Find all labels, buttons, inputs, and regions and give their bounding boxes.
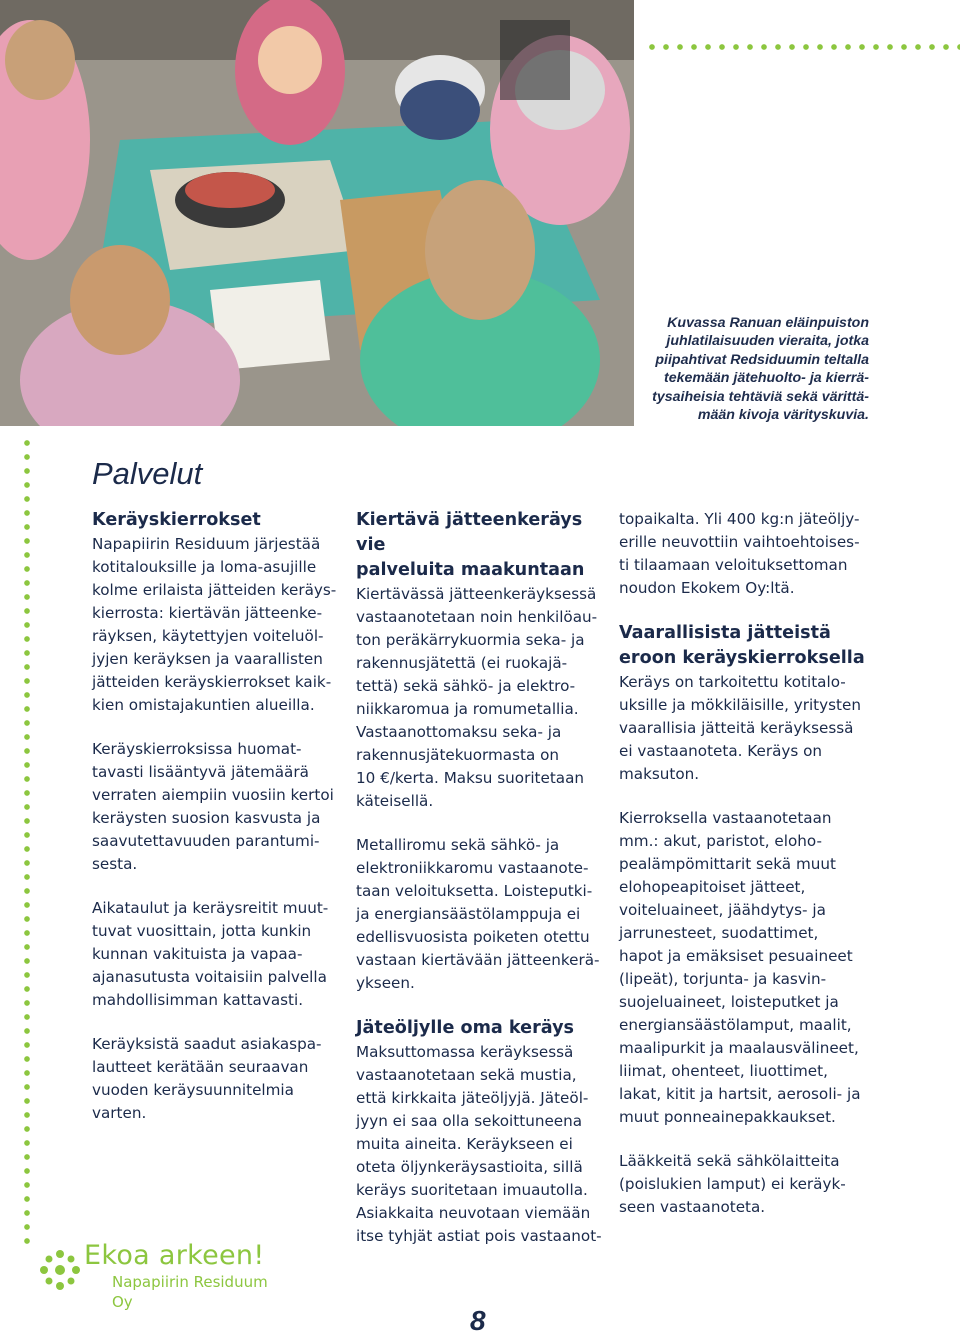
text-line: keräysten suosion kasvusta ja [92,809,321,827]
text-line: että kirkkaita jäteöljyjä. Jäteöl- [356,1089,589,1107]
text-line: Napapiirin Residuum järjestää [92,535,321,553]
text-line: ja energiansäästölamppuja ei [356,905,581,923]
text-line: (poislukien lamput) ei keräyk- [619,1175,846,1193]
text-line: lautteet kerätään seuraavan [92,1058,309,1076]
text-line: jyjen keräyksen ja vaarallisten [92,650,323,668]
text-line: vastaanotetaan noin henkilöau- [356,608,598,626]
text-line: ykseen. [356,974,415,992]
text-line: Lääkkeitä sekä sähkölaitteita [619,1152,840,1170]
text-line: käteisellä. [356,792,434,810]
text-line: tettä) sekä sähkö- ja elektro- [356,677,576,695]
caption-line: tysaiheisia tehtäviä sekä värittä- [652,388,869,405]
text-line: energiansäästölamput, maalit, [619,1016,852,1034]
text-line: suojeluaineet, loisteputket ja [619,993,839,1011]
top-dotted-rule [645,42,960,52]
text-line: hapot ja emäksiset pesuaineet [619,947,853,965]
text-line: Vastaanottomaksu seka- ja [356,723,562,741]
section-heading-mobile-collection [356,508,606,583]
text-line: mahdollisimman kattavasti. [92,991,304,1009]
text-line: rakennusjätettä (ei ruokajä- [356,654,568,672]
text-line: kierrosta: kiertävän jätteenke- [92,604,323,622]
heading-line: Kiertävä jätteenkeräys vie [356,510,583,555]
text-line: oteta öljynkeräysastioita, sillä [356,1158,583,1176]
text-line: tuvat vuosittain, jotta kunkin [92,922,312,940]
event-photo [0,0,634,426]
text-line: (lipeät), torjunta- ja kasvin- [619,970,827,988]
text-line: itse tyhjät astiat pois vastaanot- [356,1227,602,1245]
caption-line: juhlatilaisuuden vieraita, jotka [666,333,869,350]
text-line: seen vastaanoteta. [619,1198,766,1216]
text-line: voiteluaineet, jäähdytys- ja [619,901,826,919]
text-line: Keräyksistä saadut asiakaspa- [92,1035,322,1053]
text-line: varten. [92,1104,147,1122]
caption-line: piipahtivat Redsiduumin teltalla [655,351,869,368]
text-line: Kiertävässä jätteenkeräyksessä [356,585,597,603]
text-line: ton peräkärrykuormia seka- ja [356,631,585,649]
paragraph [356,583,606,813]
text-line: Aikataulut ja keräysreitit muut- [92,899,329,917]
photo-caption [640,314,869,424]
caption-line: Kuvassa Ranuan eläinpuiston [667,315,869,331]
text-line: kolme erilaista jätteiden keräys- [92,581,337,599]
text-line: Asiakkaita neuvotaan viemään [356,1204,591,1222]
text-line: muut ponneainepakkaukset. [619,1108,836,1126]
text-line: vuoden keräysuunnitelmia [92,1081,294,1099]
heading-line: Vaarallisista jätteistä [619,623,831,643]
text-line: ti tilaamaan veloituksettoman [619,556,848,574]
text-line: taan veloituksetta. Loisteputki- [356,882,593,900]
paragraph [92,533,352,717]
caption-line: tekemään jätehuolto- ja kierrä- [664,370,869,387]
text-line: maksuton. [619,765,700,783]
paragraph [356,1041,606,1248]
text-line: Keräyskierroksissa huomat- [92,740,302,758]
text-line: Maksuttomassa keräyksessä [356,1043,574,1061]
text-line: uksille ja mökkiläisille, yritysten [619,696,861,714]
text-line: lakat, kitit ja hartsit, aerosoli- ja [619,1085,861,1103]
text-line: noudon Ekokem Oy:ltä. [619,579,795,597]
text-line: Keräys on tarkoitettu kotitalo- [619,673,846,691]
paragraph [619,508,877,600]
page-title: Palvelut [92,456,203,491]
text-line: kunnan vakituista ja vapaa- [92,945,303,963]
heading-line: palveluita maakuntaan [356,560,585,580]
flower-icon [34,1244,86,1296]
text-line: sesta. [92,855,138,873]
text-line: ei vastaanoteta. Keräys on [619,742,823,760]
text-line: edellisvuosista poiketen otettu [356,928,590,946]
logo-title: Ekoa arkeen! [84,1240,265,1271]
paragraph [92,1033,352,1125]
text-line: saavutettavuuden parantumi- [92,832,320,850]
paragraph [619,807,877,1129]
column-right [619,508,877,1240]
logo-subtitle: Napapiirin Residuum Oy [112,1273,268,1311]
left-dotted-rule [22,436,32,1246]
paragraph [356,834,606,995]
column-left [92,508,352,1146]
text-line: kotitalouksille ja loma-asujille [92,558,317,576]
text-line: Metalliromu sekä sähkö- ja [356,836,560,854]
section-heading-hazardous-waste [619,621,877,671]
text-line: vastaan kiertävään jätteenkerä- [356,951,600,969]
text-line: pealämpömittarit sekä muut [619,855,836,873]
text-line: rakennusjätekuormasta on [356,746,560,764]
text-line: 10 €/kerta. Maksu suoritetaan [356,769,585,787]
photo-illustration [0,0,634,426]
text-line: jyyn ei saa olla sekoittuneena [356,1112,583,1130]
page-number: 8 [470,1305,486,1336]
text-line: elektroniikkaromu vastaanote- [356,859,589,877]
text-line: verraten aiempiin vuosiin kertoi [92,786,334,804]
text-line: jätteiden keräyskierrokset kaik- [92,673,332,691]
text-line: elohopeapitoiset jätteet, [619,878,806,896]
text-line: kien omistajakuntien alueilla. [92,696,315,714]
text-line: jarrunesteet, suodattimet, [619,924,819,942]
paragraph [92,738,352,876]
paragraph [92,897,352,1012]
paragraph [619,671,877,786]
text-line: keräys suoritetaan imuautolla. [356,1181,588,1199]
text-line: topaikalta. Yli 400 kg:n jäteöljy- [619,510,860,528]
text-line: vaarallisia jätteitä keräyksessä [619,719,854,737]
caption-line: mään kivoja värityskuvia. [697,407,869,424]
section-heading-collection-rounds: Keräyskierrokset [92,510,261,530]
text-line: ajanasutusta voitaisiin palvella [92,968,327,986]
column-middle [356,508,606,1269]
text-line: tavasti lisääntyvä jätemäärä [92,763,309,781]
text-line: maalipurkit ja maalausvälineet, [619,1039,859,1057]
text-line: vastaanotetaan sekä mustia, [356,1066,577,1084]
text-line: räyksen, käytettyjen voiteluöl- [92,627,324,645]
text-line: Kierroksella vastaanotetaan [619,809,832,827]
text-line: liimat, ohenteet, liuottimet, [619,1062,828,1080]
paragraph [619,1150,877,1219]
heading-line: eroon keräyskierroksella [619,648,865,668]
ekoa-arkeen-logo [30,1238,290,1311]
section-heading-waste-oil: Jäteöljylle oma keräys [356,1018,575,1038]
text-line: mm.: akut, paristot, eloho- [619,832,822,850]
text-line: muita aineita. Keräykseen ei [356,1135,573,1153]
text-line: niikkaromua ja romumetallia. [356,700,579,718]
text-line: erille neuvottiin vaihtoehtoises- [619,533,860,551]
